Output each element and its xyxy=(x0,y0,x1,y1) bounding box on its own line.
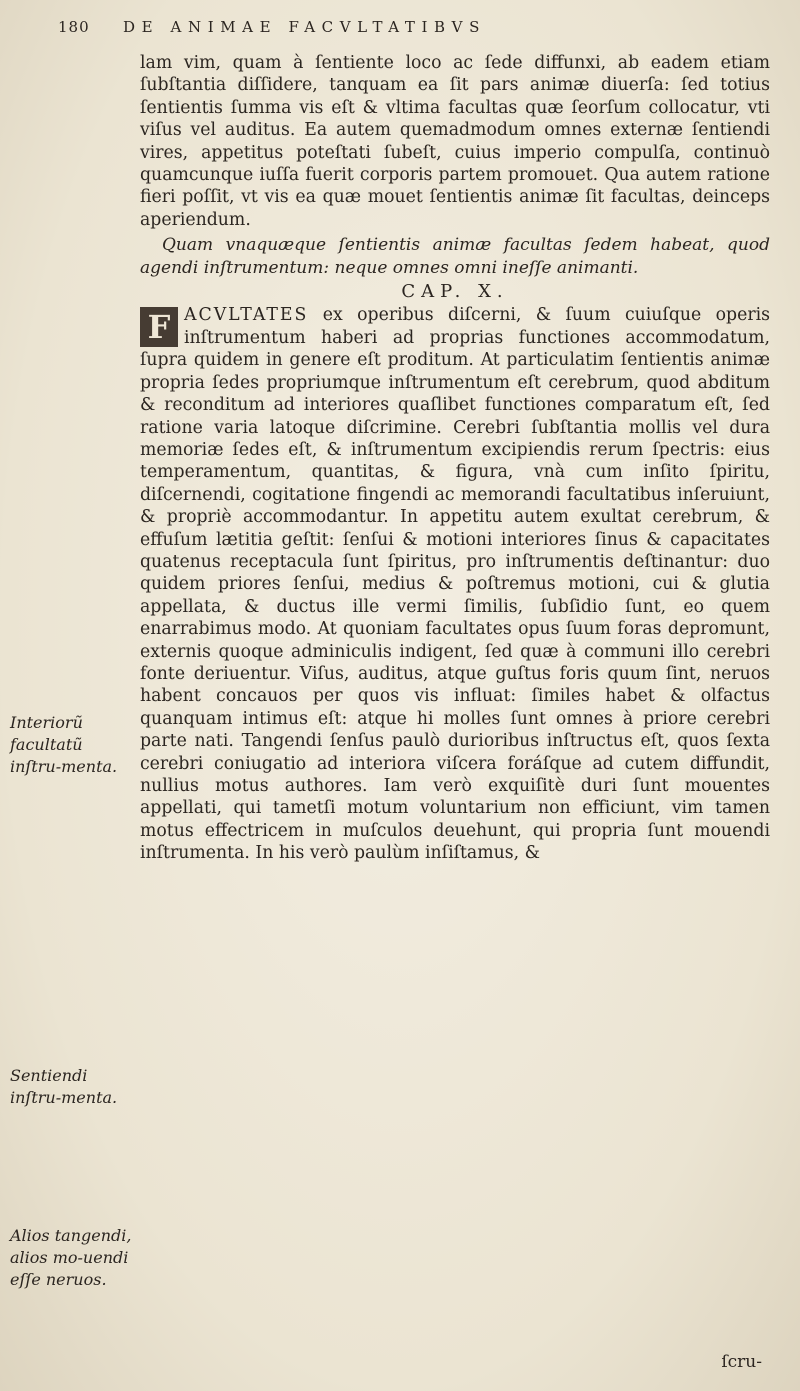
page-body xyxy=(140,52,770,865)
chapter-summary: Quam vnaquæque ſentientis animæ facultas ſedem habeat, quod agendi inſtrumentum: neque omnes omni ineſſe animanti. xyxy=(140,235,770,278)
first-word: ACVLTATES xyxy=(184,305,309,326)
chapter-heading: CAP. X. xyxy=(401,281,509,303)
chapter-text: ex operibus diſcerni, & ſuum cuiuſque operis inſtrumentum haberi ad proprias functiones accommodatum, ſupra quidem in genere eſt proditum. At particulatim ſentientis animæ propria ſedes propriumque inſtrumentum eſt cerebrum, quod abditum & reconditum ad interiores quaſlibet functiones comparatum eſt, ſed ratione varia latoque diſcrimine. Cerebri ſubſtantia mollis vel dura memoriæ ſedes eſt, & inſtrumentum excipiendis rerum ſpectris: eius temperamentum, quantitas, & figura, vnà cum inſito ſpiritu, diſcernendi, cogitatione fingendi ac memorandi facultatibus inſeruiunt, & propriè accommodantur. In appetitu autem exultat cerebrum, & effuſum lætitia geſtit: ſenſui & motioni interiores ſinus & capacitates quatenus receptacula ſunt ſpiritus, pro inſtrumentis deſtinantur: duo quidem priores ſenſui, medius & poſtremus motioni, cui & glutia appellata, & ductus ille vermi ſimilis, ſubſidio ſunt, eo quem enarrabimus modo. At quoniam facultates opus ſuum foras depromunt, externis quoque adminiculis indigent, ſed quæ à communi illo cerebri fonte deriuentur. Viſus, auditus, atque guſtus foris quum ſint, neruos habent concauos per quos vis influat: ſimiles habet & olfactus quanquam intimus eſt: atque hi molles ſunt omnes à priore cerebri parte nati. Tangendi ſenſus paulò durioribus inſtructus eſt, quos ſexta cerebri coniugatio ad interiora viſcera foráſque ad cutem diffundit, nullius motus authores. Iam verò exquiſitè duri ſunt mouentes appellati, qui tametſi motum voluntarium non efficiunt, vim tamen motus effectricem in muſculos deuehunt, qui propria ſunt mouendi inſtrumenta. In his verò paulùm inſiſtamus, & xyxy=(140,305,770,864)
margin-note-alios: Alios tangendi, alios mo-uendi eſſe neruos. xyxy=(10,1226,132,1289)
margin-note-sentiendi: Sentiendi inſtru-menta. xyxy=(10,1066,118,1107)
margin-note-interiorum: Interiorũ facultatũ inſtru-menta. xyxy=(10,713,118,776)
chapter-first-paragraph xyxy=(140,304,770,864)
page-number: 180 xyxy=(58,18,90,36)
catchword: ſcru- xyxy=(721,1352,762,1372)
paragraph-continued: lam vim, quam à ſentiente loco ac ſede diffunxi, ab eadem etiam ſubſtantia diſſidere, tanquam ea ſit pars animæ diuerſa: ſed totius ſentientis ſumma vis eſt & vltima facultas quæ ſeorſum collocatur, vti viſus vel auditus. Ea autem quemadmodum omnes externæ ſentiendi vires, appetitus poteſtati ſubeſt, cuius imperio compulſa, continuò quamcunque iuſſa fuerit corporis partem promouet. Qua autem ratione fieri poſſit, vt vis ea quæ mouet ſentientis animæ ſit facultas, deinceps aperiendum. xyxy=(140,53,770,230)
running-title: DE ANIMAE FACVLTATIBVS xyxy=(123,18,486,36)
decorated-initial: F xyxy=(140,307,178,347)
